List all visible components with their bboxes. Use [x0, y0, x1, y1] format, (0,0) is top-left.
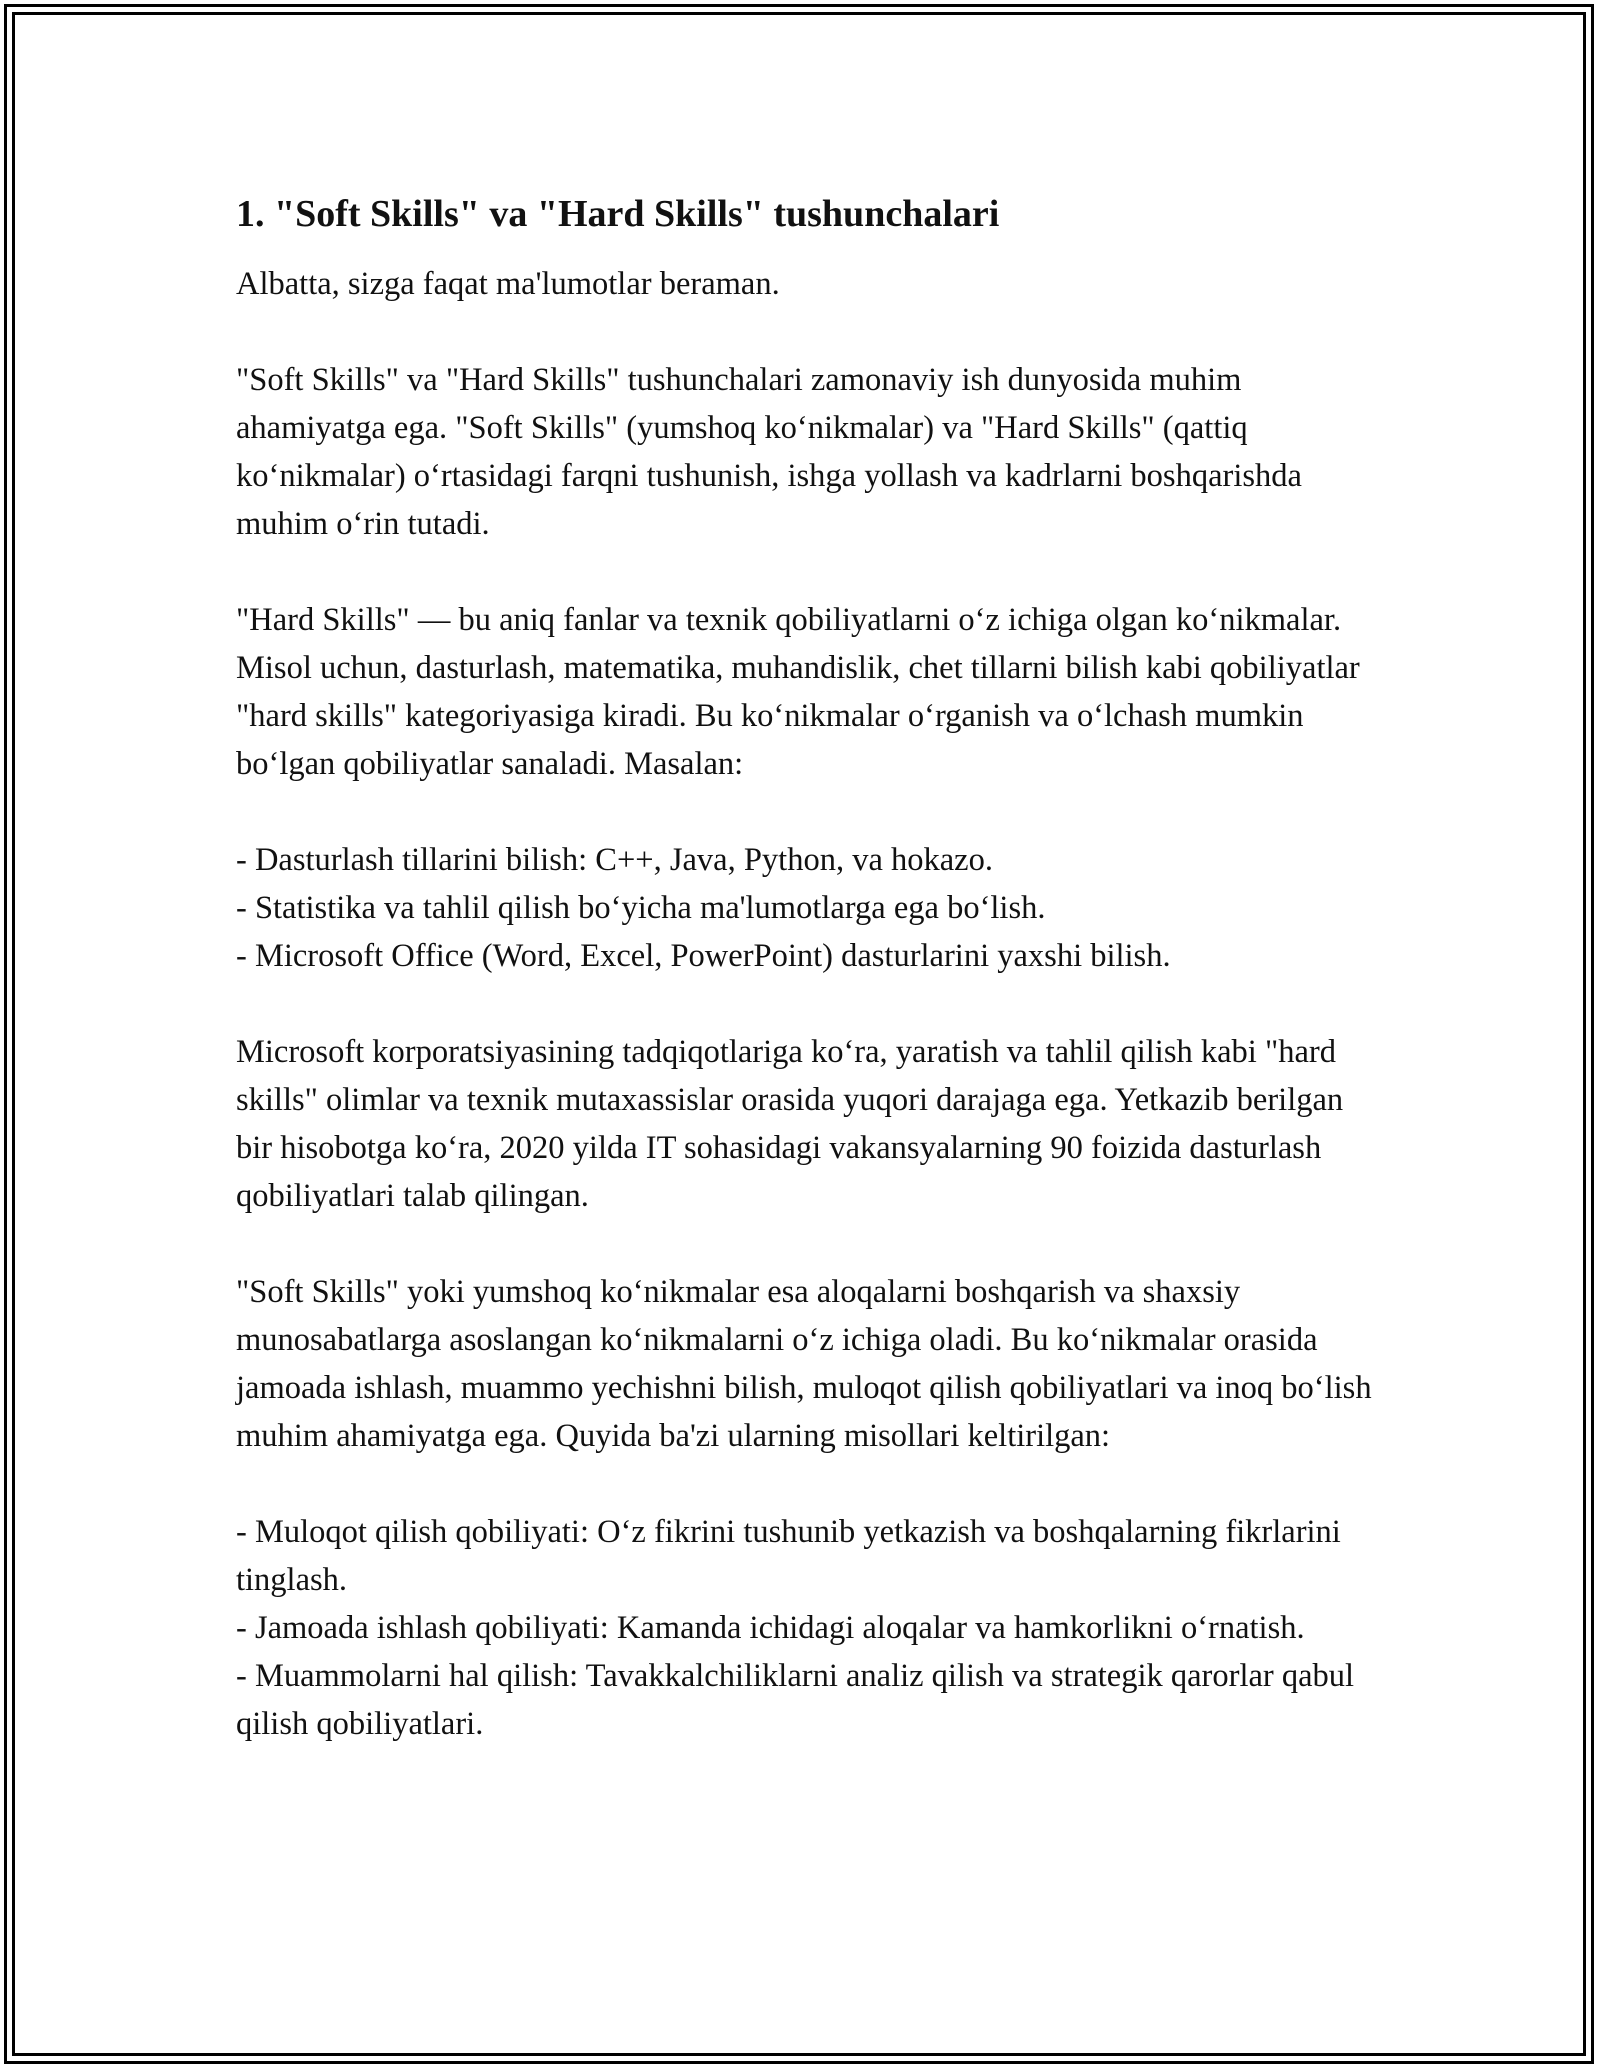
list-item: - Microsoft Office (Word, Excel, PowerPoint) dasturlarini yaxshi bilish. [236, 938, 1171, 974]
list-item: - Muloqot qilish qobiliyati: Oʻz fikrini tushunib yetkazish va boshqalarning fikrlarini tinglash. [236, 1514, 1341, 1598]
soft-skills-list [236, 1508, 1372, 1748]
hard-skills-paragraph: "Hard Skills" — bu aniq fanlar va texnik qobiliyatlarni oʻz ichiga olgan koʻnikmalar. Misol uchun, dasturlash, matematika, muhandislik, chet tillarni bilish kabi qobiliyatlar "hard skills" kategoriyasiga kiradi. Bu koʻnikmalar oʻrganish va oʻlchash mumkin boʻlgan qobiliyatlar sanaladi. Masalan: [236, 602, 1360, 782]
skills-overview-paragraph: "Soft Skills" va "Hard Skills" tushunchalari zamonaviy ish dunyosida muhim ahamiyatga ega. "Soft Skills" (yumshoq koʻnikmalar) va "Hard Skills" (qattiq koʻnikmalar) oʻrtasidagi farqni tushunish, ishga yollash va kadrlarni boshqarishda muhim oʻrin tutadi. [236, 362, 1302, 542]
microsoft-research-paragraph: Microsoft korporatsiyasining tadqiqotlariga koʻra, yaratish va tahlil qilish kabi "hard skills" olimlar va texnik mutaxassislar orasida yuqori darajaga ega. Yetkazib berilgan bir hisobotga koʻra, 2020 yilda IT sohasidagi vakansyalarning 90 foizida dasturlash qobiliyatlari talab qilingan. [236, 1034, 1344, 1214]
document-body [236, 186, 1372, 1748]
document-heading: 1. "Soft Skills" va "Hard Skills" tushunchalari [236, 193, 1000, 235]
list-item: - Muammolarni hal qilish: Tavakkalchiliklarni analiz qilish va strategik qarorlar qabul qilish qobiliyatlari. [236, 1658, 1355, 1742]
hard-skills-list [236, 836, 1372, 980]
intro-paragraph: Albatta, sizga faqat ma'lumotlar beraman. [236, 266, 780, 302]
list-item: - Jamoada ishlash qobiliyati: Kamanda ichidagi aloqalar va hamkorlikni oʻrnatish. [236, 1610, 1305, 1646]
list-item: - Statistika va tahlil qilish boʻyicha ma'lumotlarga ega boʻlish. [236, 890, 1046, 926]
soft-skills-paragraph: "Soft Skills" yoki yumshoq koʻnikmalar esa aloqalarni boshqarish va shaxsiy munosabatlarga asoslangan koʻnikmalarni oʻz ichiga oladi. Bu koʻnikmalar orasida jamoada ishlash, muammo yechishni bilish, muloqot qilish qobiliyatlari va inoq boʻlish muhim ahamiyatga ega. Quyida ba'zi ularning misollari keltirilgan: [236, 1274, 1372, 1454]
list-item: - Dasturlash tillarini bilish: C++, Java, Python, va hokazo. [236, 842, 993, 878]
